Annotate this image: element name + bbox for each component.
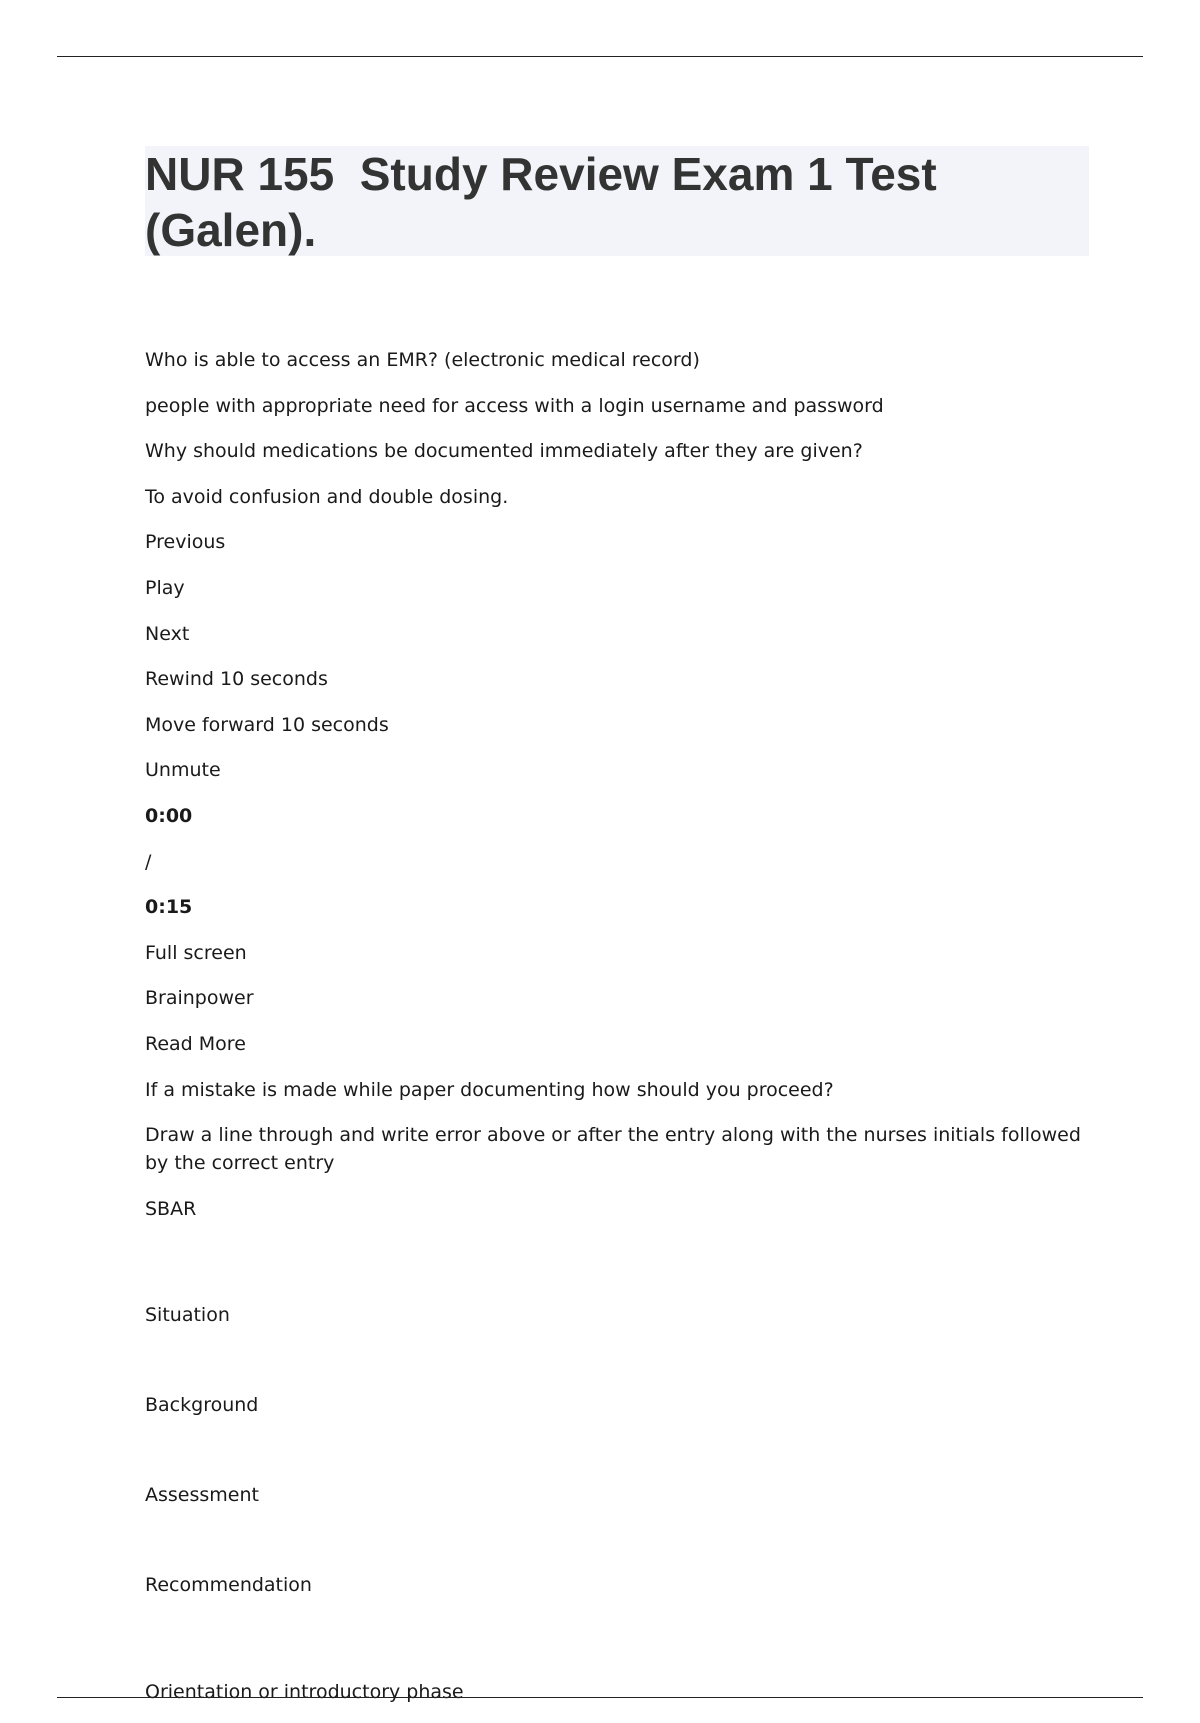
sbar-assessment: Assessment — [145, 1484, 259, 1507]
sbar-definition — [145, 1240, 1089, 1660]
question-medication-documentation: Why should medications be documented immediately after they are given? — [145, 440, 863, 463]
player-current-time: 0:00 — [145, 804, 193, 827]
answer-emr-access: people with appropriate need for access with a login username and password — [145, 394, 884, 417]
question-paper-mistake: If a mistake is made while paper documenting how should you proceed? — [145, 1078, 834, 1101]
player-rewind-label: Rewind 10 seconds — [145, 668, 328, 691]
player-fullscreen-label: Full screen — [145, 941, 247, 964]
player-duration: 0:15 — [145, 896, 193, 919]
player-next-label: Next — [145, 622, 190, 645]
player-time-separator: / — [145, 850, 152, 873]
bottom-rule — [57, 1697, 1143, 1698]
page-title: NUR 155 Study Review Exam 1 Test (Galen). — [145, 148, 950, 256]
sbar-recommendation: Recommendation — [145, 1574, 312, 1597]
orientation-phase-term: Orientation or introductory phase — [145, 1680, 464, 1703]
title-banner — [145, 146, 1089, 256]
answer-medication-documentation: To avoid confusion and double dosing. — [145, 485, 509, 508]
top-rule — [57, 56, 1143, 57]
sbar-background: Background — [145, 1394, 259, 1417]
sbar-term: SBAR — [145, 1197, 197, 1220]
question-emr-access: Who is able to access an EMR? (electronic medical record) — [145, 349, 700, 371]
read-more-label: Read More — [145, 1032, 246, 1055]
player-previous-label: Previous — [145, 531, 226, 554]
sbar-situation: Situation — [145, 1304, 230, 1327]
player-forward-label: Move forward 10 seconds — [145, 713, 389, 736]
player-unmute-label: Unmute — [145, 759, 221, 782]
player-play-label: Play — [145, 576, 185, 599]
answer-paper-mistake: Draw a line through and write error above or after the entry along with the nurses initials followed by the correct entry — [145, 1124, 1087, 1175]
brainpower-label: Brainpower — [145, 987, 254, 1010]
document-body — [145, 346, 1089, 1723]
